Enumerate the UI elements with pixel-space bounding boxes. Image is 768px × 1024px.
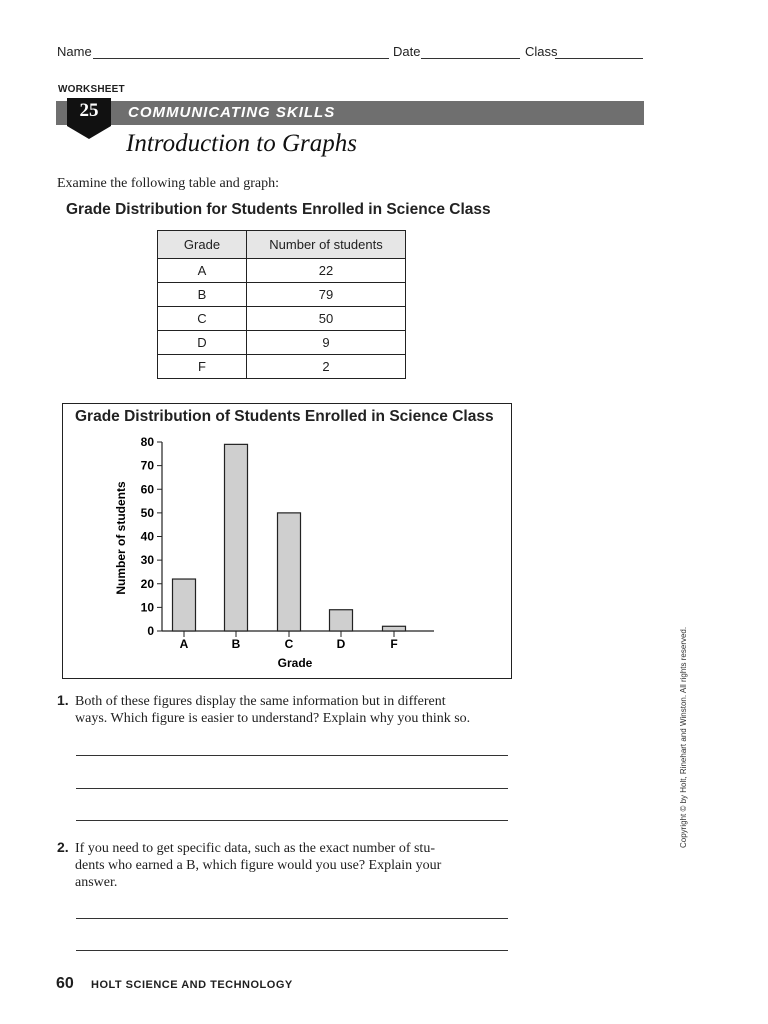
question-1-number: 1. [57,692,69,708]
table-cell-count: 2 [247,355,406,379]
question-2-line: answer. [75,875,118,890]
answer-line-q1-1[interactable] [76,755,508,756]
x-tick-label: F [390,637,398,651]
x-axis-label: Grade [277,656,313,670]
question-1-text [75,693,515,727]
table-cell-count: 79 [247,283,406,307]
question-2-number: 2. [57,839,69,855]
bar-f [383,626,406,631]
table-cell-grade: C [158,307,247,331]
y-tick-label: 60 [140,482,154,497]
class-label: Class [525,44,558,59]
page-number: 60 [56,975,74,992]
table-cell-count: 22 [247,259,406,283]
x-tick-label: B [231,637,241,651]
y-tick-label: 10 [140,600,154,615]
date-label: Date [393,44,421,59]
y-tick-label: 80 [140,435,154,449]
y-tick-label: 20 [140,576,154,591]
bar-d [330,610,353,631]
table-header-count: Number of students [247,231,406,259]
section-title: COMMUNICATING SKILLS [128,104,336,121]
table-cell-grade: B [158,283,247,307]
y-tick-label: 0 [147,624,154,638]
table-cell-count: 50 [247,307,406,331]
question-2-text [75,840,515,891]
chart-title: Grade Distribution of Students Enrolled in Science Class [75,408,494,425]
x-tick-label: D [336,637,346,651]
publisher-footer: HOLT SCIENCE AND TECHNOLOGY [91,979,293,991]
question-2-line: If you need to get specific data, such as the exact number of stu- [75,841,435,856]
copyright-notice: Copyright © by Holt, Rinehart and Winston. All rights reserved. [679,626,688,848]
bar-b [225,444,248,631]
question-2-line: dents who earned a B, which figure would you use? Explain your [75,858,442,873]
y-axis-label: Number of students [114,481,128,595]
table-title: Grade Distribution for Students Enrolled in Science Class [66,201,491,218]
table-cell-grade: A [158,259,247,283]
table-cell-grade: D [158,331,247,355]
question-1-line: ways. Which figure is easier to understand? Explain why you think so. [75,711,471,726]
y-tick-label: 40 [140,529,154,544]
answer-line-q1-3[interactable] [76,820,508,821]
x-tick-label: C [284,637,294,651]
y-tick-label: 50 [140,505,154,520]
x-tick-label: A [179,637,189,651]
table-cell-grade: F [158,355,247,379]
table-header-grade: Grade [158,231,247,259]
answer-line-q2-2[interactable] [76,950,508,951]
intro-text: Examine the following table and graph: [57,176,279,191]
bar-a [173,579,196,631]
answer-line-q2-1[interactable] [76,918,508,919]
answer-line-q1-2[interactable] [76,788,508,789]
worksheet-label: WORKSHEET [58,84,125,95]
question-1-line: Both of these figures display the same information but in different [75,694,446,709]
y-tick-label: 30 [140,553,154,568]
worksheet-number: 25 [79,100,99,121]
table-cell-count: 9 [247,331,406,355]
y-tick-label: 70 [140,458,154,473]
bar-c [278,513,301,631]
page-title: Introduction to Graphs [126,130,358,157]
name-label: Name [57,44,92,59]
